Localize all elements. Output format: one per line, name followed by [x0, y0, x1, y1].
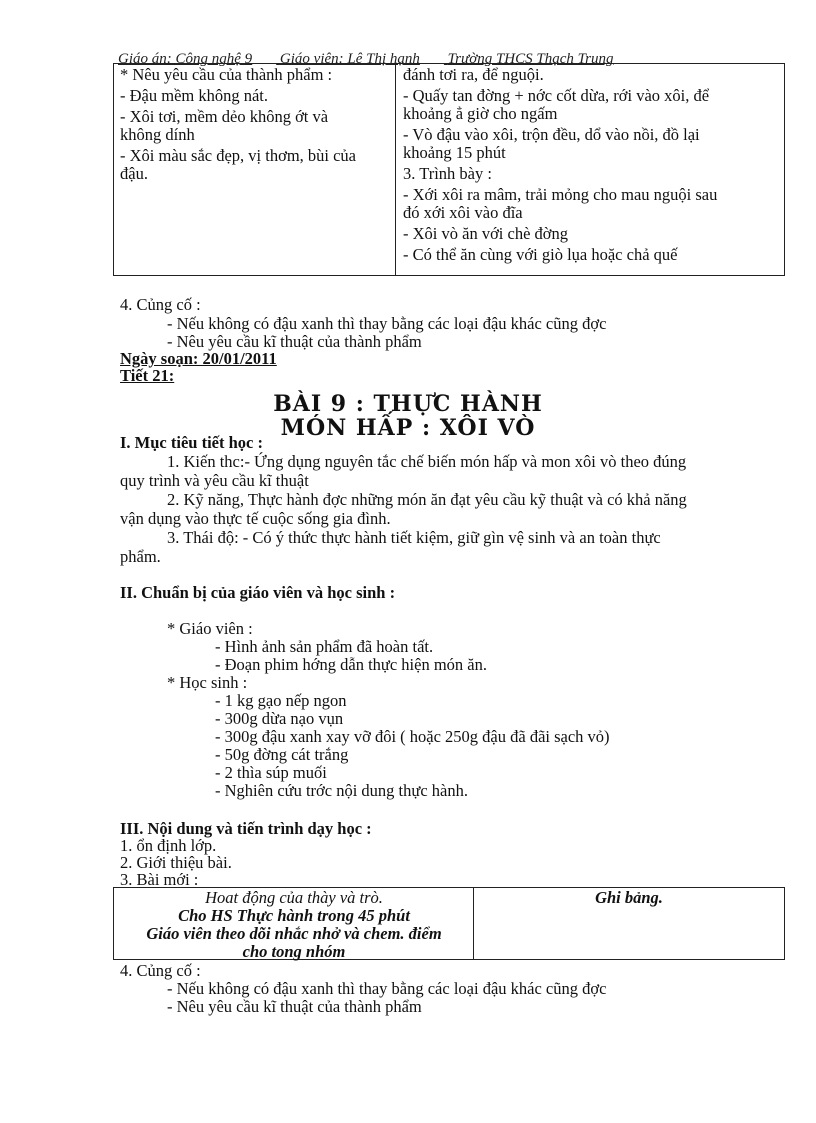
table1-left-line: - Đậu mềm không nát.: [120, 86, 269, 105]
prep-date: Ngày soạn: 20/01/2011: [120, 349, 277, 368]
table1-right-line: - Vò đậu vào xôi, trộn đều, dổ vào nồi, đồ lại: [403, 125, 700, 144]
activity-line: Cho HS Thực hành trong 45 phút: [178, 906, 410, 925]
consolidate-item: - Nêu yêu cầu kĩ thuật của thành phẩm: [167, 332, 422, 351]
activity-line: Giáo viên theo dõi nhắc nhở và chem. điểm: [146, 924, 442, 943]
section-objectives-heading: I. Mục tiêu tiết học :: [120, 433, 263, 452]
table2-right-cell: Ghi bảng.: [595, 888, 663, 907]
header-school: Trường THCS Thạch Trung: [447, 51, 614, 66]
objective-line: phẩm.: [120, 547, 161, 566]
activity-line: cho tong nhóm: [242, 942, 346, 961]
student-item: - Nghiên cứu trớc nội dung thực hành.: [215, 781, 468, 800]
student-item: - 300g dừa nạo vụn: [215, 709, 344, 728]
lesson-subtitle: MÓN HẤP : XÔI VÒ: [280, 415, 536, 441]
table1-right-line: - Có thể ăn cùng với giò lụa hoặc chả quế: [403, 245, 678, 264]
student-item: - 1 kg gạo nếp ngon: [215, 691, 347, 710]
lesson-title: BÀI 9 : THỰC HÀNH: [273, 391, 543, 417]
student-label: * Học sinh :: [167, 673, 248, 692]
objective-line: vận dụng vào thực tế cuộc sống gia đình.: [120, 509, 391, 528]
table1-right-cell: [403, 66, 717, 264]
teacher-label: * Giáo viên :: [167, 619, 253, 638]
table1-right-line: - Xới xôi ra mâm, trải mỏng cho mau nguội sau: [403, 185, 718, 204]
objective-line: 2. Kỹ năng, Thực hành đợc những món ăn đạt yêu cầu kỹ thuật và có khả năng: [167, 490, 687, 509]
table1-left-line: * Nêu yêu cầu của thành phẩm :: [120, 65, 333, 84]
table1-right-line: - Quấy tan đờng + nớc cốt dừa, rới vào xôi, để: [403, 86, 710, 105]
consolidate-item: - Nếu không có đậu xanh thì thay bằng các loại đậu khác cũng đợc: [167, 314, 607, 333]
table1-left-line: đậu.: [120, 164, 148, 183]
activity-line: Hoat động của thày và trò.: [205, 888, 383, 907]
step-line: 1. ổn định lớp.: [120, 836, 217, 855]
period-label: Tiết 21:: [120, 366, 175, 385]
step-line: 2. Giới thiệu bài.: [120, 853, 232, 872]
student-item: - 2 thìa súp muối: [215, 763, 327, 782]
student-item: - 300g đậu xanh xay vỡ đôi ( hoặc 250g đậu đã đãi sạch vỏ): [215, 727, 610, 746]
header-teacher: Giáo viên: Lê Thị hạnh: [279, 51, 420, 66]
table1-left-line: - Xôi tơi, mềm dẻo không ớt và: [120, 107, 329, 126]
consolidate-heading: 4. Củng cố :: [120, 961, 201, 980]
header-lesson: Giáo án: Công nghệ 9: [118, 51, 253, 66]
consolidate-item: - Nêu yêu cầu kĩ thuật của thành phẩm: [167, 997, 422, 1016]
table-divider: [473, 887, 474, 959]
student-item: - 50g đờng cát trắng: [215, 745, 349, 764]
objective-line: quy trình và yêu cầu kĩ thuật: [120, 471, 309, 490]
teacher-item: - Đoạn phim hớng dẫn thực hiện món ăn.: [215, 655, 487, 674]
table-divider: [395, 63, 396, 275]
step-line: 3. Bài mới :: [120, 870, 199, 889]
objective-line: 3. Thái độ: - Có ý thức thực hành tiết kiệm, giữ gìn vệ sinh và an toàn thực: [167, 528, 661, 547]
section-content-heading: III. Nội dung và tiến trình dạy học :: [120, 819, 372, 838]
table1-right-line: khoảng 15 phút: [403, 143, 506, 162]
teacher-item: - Hình ảnh sản phẩm đã hoàn tất.: [215, 637, 434, 656]
table1-right-line: - Xôi vò ăn với chè đờng: [403, 224, 568, 243]
table1-right-line: đó xới xôi vào đĩa: [403, 203, 523, 222]
objective-line: 1. Kiến thc:- Ứng dụng nguyên tắc chế biến món hấp và mon xôi vò theo đúng: [167, 452, 687, 471]
table1-right-line: 3. Trình bày :: [403, 164, 492, 183]
consolidate-item: - Nếu không có đậu xanh thì thay bằng các loại đậu khác cũng đợc: [167, 979, 607, 998]
table2-left-cell: [116, 889, 472, 961]
consolidate-heading: 4. Củng cố :: [120, 295, 201, 314]
table1-right-line: khoảng ẳ giờ cho ngấm: [403, 104, 558, 123]
table1-left-line: không dính: [120, 125, 195, 144]
table1-right-line: đánh tơi ra, để nguội.: [403, 65, 544, 84]
section-preparation-heading: II. Chuẩn bị của giáo viên và học sinh :: [120, 583, 396, 602]
table1-left-line: - Xôi màu sắc đẹp, vị thơm, bùi của: [120, 146, 357, 165]
table1-left-cell: [120, 66, 356, 183]
